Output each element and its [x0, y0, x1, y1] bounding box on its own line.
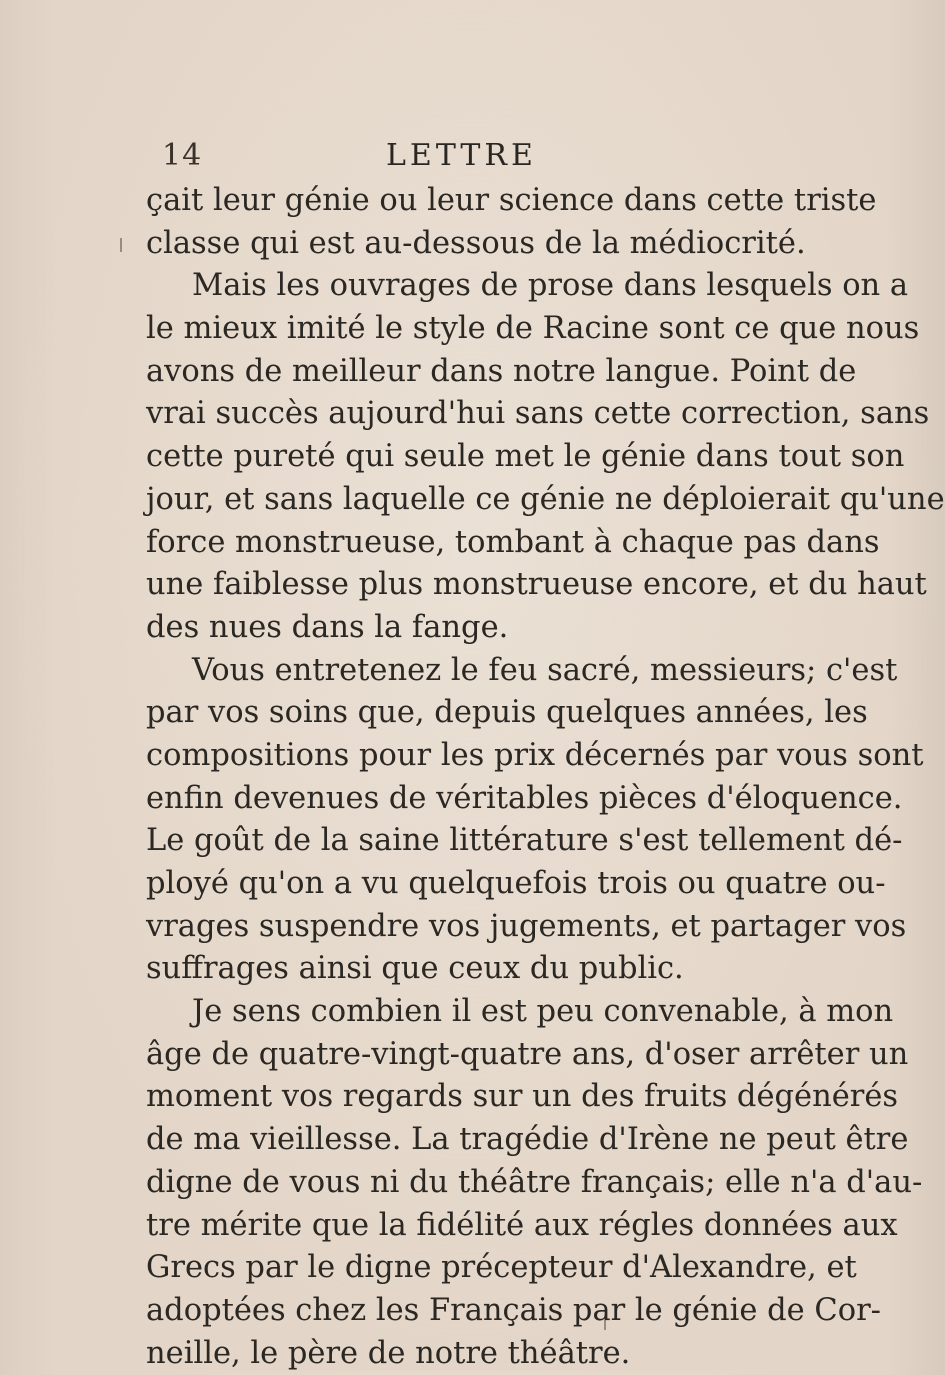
text-line: classe qui est au-dessous de la médiocrité.	[146, 225, 806, 261]
text-line: tre mérite que la fidélité aux régles données aux	[146, 1207, 898, 1243]
text-line: âge de quatre-vingt-quatre ans, d'oser arrêter un	[146, 1036, 909, 1072]
text-line: des nues dans la fange.	[146, 609, 509, 645]
paragraph-first-line: Je sens combien il est peu convenable, à mon	[192, 994, 894, 1030]
text-line: de ma vieillesse. La tragédie d'Irène ne peut être	[146, 1122, 909, 1158]
text-line: Grecs par le digne précepteur d'Alexandre, et	[146, 1250, 857, 1286]
text-line: compositions pour les prix décernés par vous sont	[146, 737, 924, 773]
text-line: enfin devenues de véritables pièces d'éloquence.	[146, 780, 903, 816]
text-line: ployé qu'on a vu quelquefois trois ou quatre ou-	[146, 866, 886, 901]
paragraph-first-line: Vous entretenez le feu sacré, messieurs; c'est	[192, 652, 898, 688]
paragraph-first-line: Mais les ouvrages de prose dans lesquels on a	[192, 268, 909, 304]
running-head	[162, 138, 720, 178]
text-line: Le goût de la saine littérature s'est tellement dé-	[146, 823, 903, 859]
text-line: jour, et sans laquelle ce génie ne déploierait qu'une	[146, 481, 945, 517]
text-line: par vos soins que, depuis quelques années, les	[146, 695, 868, 731]
running-title: LETTRE	[386, 138, 537, 173]
text-line: vrages suspendre vos jugements, et partager vos	[146, 908, 907, 944]
text-line: le mieux imité le style de Racine sont ce que nous	[146, 311, 920, 347]
text-line: force monstrueuse, tombant à chaque pas dans	[146, 524, 880, 560]
text-line: moment vos regards sur un des fruits dégénérés	[146, 1079, 899, 1115]
text-line: adoptées chez les Français par le génie de Cor-	[146, 1292, 881, 1328]
page-number: 14	[162, 138, 203, 173]
paper-mark	[120, 238, 122, 252]
text-line: une faiblesse plus monstrueuse encore, et du haut	[146, 567, 927, 603]
text-line: cette pureté qui seule met le génie dans tout son	[146, 439, 905, 475]
text-line: vrai succès aujourd'hui sans cette correction, sans	[146, 396, 930, 432]
body-text	[146, 180, 945, 1375]
text-line: neille, le père de notre théâtre.	[146, 1335, 631, 1371]
text-line: avons de meilleur dans notre langue. Point de	[146, 353, 857, 389]
text-line: çait leur génie ou leur science dans cette triste	[146, 183, 877, 218]
text-line: suffrages ainsi que ceux du public.	[146, 951, 684, 987]
text-line: digne de vous ni du théâtre français; elle n'a d'au-	[146, 1164, 923, 1200]
